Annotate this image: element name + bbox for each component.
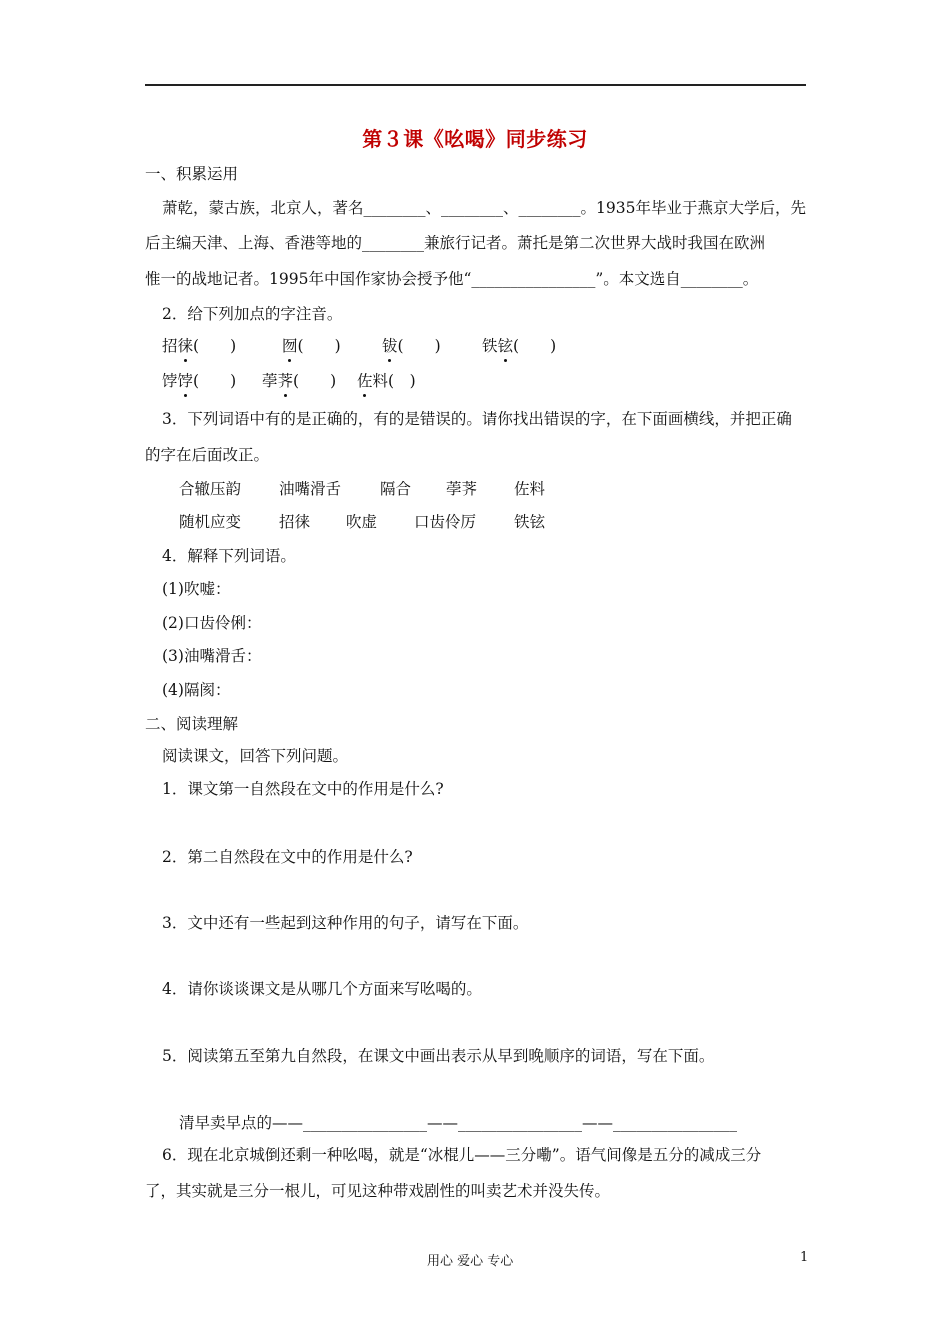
answer-blank-line: 清早卖早点的——________________——________________——________________ xyxy=(179,1114,738,1132)
reading-question-4: 4．请你谈谈课文是从哪几个方面来写吆喝的。 xyxy=(162,980,482,998)
pinyin-item: 佐料( ) xyxy=(357,372,416,390)
word-item: 口齿伶厉 xyxy=(414,513,477,531)
definition-item-1: (1)吹嘘： xyxy=(162,580,231,598)
pinyin-row-2 xyxy=(162,370,457,392)
word-item: 荸荠 xyxy=(446,480,478,498)
pinyin-item: 饽饽( ) xyxy=(162,372,237,390)
page-title: 第３课《吆喝》同步练习 xyxy=(362,127,588,151)
reading-question-6-line-1: 6．现在北京城倒还剩一种吆喝，就是“冰棍儿——三分嘞”。语气间像是五分的减成三分 xyxy=(162,1146,762,1164)
paragraph-1-line-1: 萧乾，蒙古族，北京人，著名________、________、________。1935年毕业于燕京大学后，先 xyxy=(162,199,806,217)
word-item: 招徕 xyxy=(279,513,311,531)
reading-question-6-line-2: 了，其实就是三分一根儿，可见这种带戏剧性的叫卖艺术并没失传。 xyxy=(145,1182,611,1200)
pinyin-item: 钹( ) xyxy=(382,337,441,355)
word-item: 油嘴滑舌 xyxy=(279,480,342,498)
page-number: 1 xyxy=(800,1250,809,1265)
word-item: 佐料 xyxy=(514,480,546,498)
question-3-line-2: 的字在后面改正。 xyxy=(145,446,270,464)
definition-item-3: (3)油嘴滑舌： xyxy=(162,647,262,665)
word-item: 隔合 xyxy=(380,480,412,498)
word-item: 铁铉 xyxy=(514,513,546,531)
section-heading-2: 二、阅读理解 xyxy=(145,715,239,733)
question-4-prompt: 4．解释下列词语。 xyxy=(162,547,296,565)
definition-item-4: (4)隔阂： xyxy=(162,681,231,699)
footer-text: 用心 爱心 专心 xyxy=(427,1254,514,1269)
word-item: 吹虚 xyxy=(346,513,378,531)
reading-intro: 阅读课文，回答下列问题。 xyxy=(162,747,349,765)
word-item: 合辙压韵 xyxy=(179,480,242,498)
word-item: 随机应变 xyxy=(179,513,242,531)
definition-item-2: (2)口齿伶俐： xyxy=(162,614,262,632)
paragraph-1-line-2: 后主编天津、上海、香港等地的________兼旅行记者。萧托是第二次世界大战时我国在欧洲 xyxy=(145,234,766,252)
reading-question-1: 1．课文第一自然段在文中的作用是什么? xyxy=(162,780,444,798)
question-2-prompt: 2．给下列加点的字注音。 xyxy=(162,305,343,323)
pinyin-row-1 xyxy=(162,335,582,357)
header-rule xyxy=(145,84,806,86)
reading-question-3: 3．文中还有一些起到这种作用的句子，请写在下面。 xyxy=(162,914,529,932)
paragraph-1-line-3: 惟一的战地记者。1995年中国作家协会授予他“________________”。本文选自________。 xyxy=(145,270,759,288)
pinyin-item: 囫( ) xyxy=(282,337,341,355)
question-3-line-1: 3．下列词语中有的是正确的，有的是错误的。请你找出错误的字，在下面画横线，并把正确 xyxy=(162,410,792,428)
reading-question-5: 5．阅读第五至第九自然段，在课文中画出表示从早到晚顺序的词语，写在下面。 xyxy=(162,1047,715,1065)
section-heading-1: 一、积累运用 xyxy=(145,165,239,183)
pinyin-item: 铁铉( ) xyxy=(482,337,557,355)
pinyin-item: 招徕( ) xyxy=(162,337,237,355)
reading-question-2: 2．第二自然段在文中的作用是什么? xyxy=(162,848,413,866)
pinyin-item: 荸荠( ) xyxy=(262,372,337,390)
